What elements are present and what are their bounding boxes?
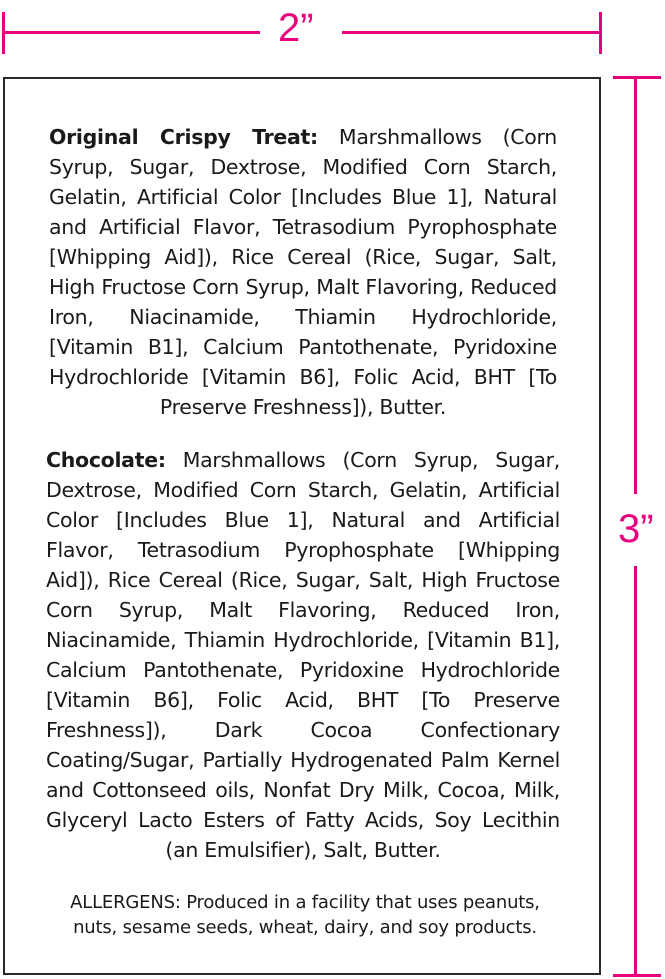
original-ingredient-text: Marshmallows (Corn Syrup, Sugar, Dextrose, Modified Corn Starch, Gelatin, Artificial Color [Includes Blue 1], Natural and Artificial Flavor, Tetrasodium Pyrophosphate [Whipping Aid]), Rice Cereal (Rice, Sugar, Salt, High Fructose Corn Syrup, Malt Flavoring, Reduced Iron, Niacinamide, Thiamin Hydrochloride, [Vitamin B1], Calcium Pantothenate, Pyridoxine Hydrochloride [Vitamin B6], Folic Acid, BHT [To Preserve Freshness]), Butter. <box>49 125 557 419</box>
original-heading: Original Crispy Treat: <box>49 125 318 149</box>
chocolate-heading: Chocolate: <box>46 448 166 472</box>
height-dimension-line-bottom <box>634 566 637 977</box>
height-dimension-end-bottom <box>613 974 661 977</box>
height-dimension-line-top <box>634 76 637 494</box>
original-ingredients <box>49 122 557 422</box>
width-dimension-line-right <box>342 31 602 34</box>
chocolate-ingredients <box>46 445 560 865</box>
width-dimension-end-right <box>599 12 602 54</box>
width-dimension-label: 2” <box>278 6 314 50</box>
chocolate-ingredient-text: Marshmallows (Corn Syrup, Sugar, Dextrose, Modified Corn Starch, Gelatin, Artificial Color [Includes Blue 1], Natural and Artificial Flavor, Tetrasodium Pyrophosphate [Whipping Aid]), Rice Cereal (Rice, Sugar, Salt, High Fructose Corn Syrup, Malt Flavoring, Reduced Iron, Niacinamide, Thiamin Hydrochloride, [Vitamin B1], Calcium Pantothenate, Pyridoxine Hydrochloride [Vitamin B6], Folic Acid, BHT [To Preserve Freshness]), Dark Cocoa Confectionary Coating/Sugar, Partially Hydrogenated Palm Kernel and Cottonseed oils, Nonfat Dry Milk, Cocoa, Milk, Glyceryl Lacto Esters of Fatty Acids, Soy Lecithin (an Emulsifier), Salt, Butter. <box>46 448 560 862</box>
height-dimension-end-top <box>613 76 661 79</box>
height-dimension-label: 3” <box>618 507 654 551</box>
allergen-statement: ALLERGENS: Produced in a facility that uses peanuts, nuts, sesame seeds, wheat, dairy, and soy products. <box>70 892 540 938</box>
width-dimension-line-left <box>2 31 260 34</box>
